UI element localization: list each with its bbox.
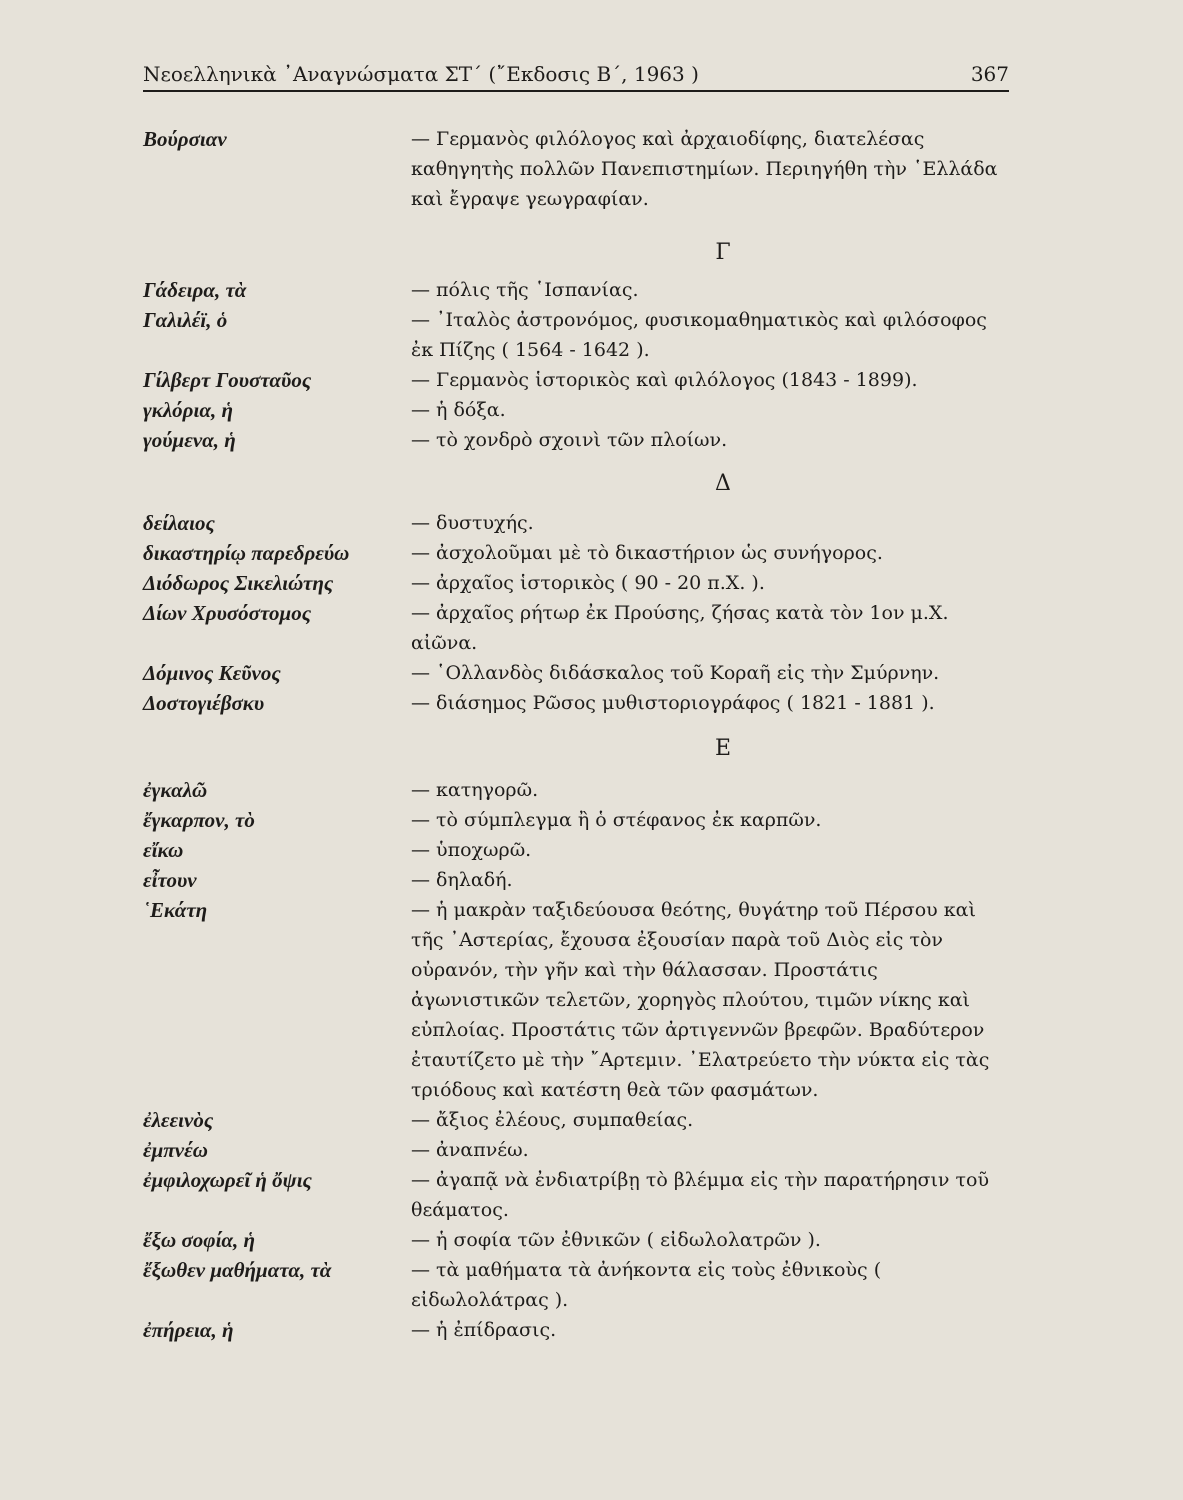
- entry-definition: — ἡ ἐπίδρασις.: [411, 1319, 557, 1341]
- page-header: [143, 52, 1009, 86]
- entry-term: γούμενα, ἡ: [143, 428, 236, 452]
- glossary-entry: [143, 568, 1023, 598]
- entry-definition: — ἀναπνέω.: [411, 1139, 529, 1161]
- entry-definition: — Γερμανὸς φιλόλογος καὶ ἀρχαιοδίφης, διατελέσας καθηγητὴς πολλῶν Πανεπιστημίων. Περιηγήθη τὴν ῾Ελλάδα καὶ ἔγραψε γεωγραφίαν.: [411, 128, 998, 210]
- section-letter: Δ: [715, 471, 731, 496]
- glossary-entry: [143, 538, 1023, 568]
- entry-term: ἔγκαρπον, τὸ: [143, 808, 255, 832]
- header-rule: [143, 90, 1009, 92]
- section-letter: Γ: [715, 240, 731, 265]
- page-number: 367: [970, 62, 1009, 86]
- glossary-entry: [143, 1255, 1023, 1315]
- section-letter: Ε: [714, 736, 732, 761]
- entry-term: δείλαιος: [143, 511, 215, 535]
- entry-definition: — δηλαδή.: [411, 869, 513, 891]
- entry-term: ῾Εκάτη: [143, 898, 208, 922]
- glossary-entry: [143, 895, 1023, 1105]
- entry-term: Δόμινος Κεῦνος: [143, 661, 281, 685]
- glossary-entry: [143, 508, 1023, 538]
- entry-definition: — ἀρχαῖος ἱστορικὸς ( 90 - 20 π.Χ. ).: [411, 572, 765, 594]
- glossary-entry: [143, 305, 1023, 365]
- entry-term: ἔξω σοφία, ἡ: [143, 1228, 256, 1252]
- entry-term: δικαστηρίῳ παρεδρεύω: [143, 541, 350, 565]
- entry-term: ἐλεεινὸς: [143, 1108, 214, 1132]
- glossary-body: [143, 124, 1023, 1345]
- entry-definition: — ἡ μακρὰν ταξιδεύουσα θεότης, θυγάτηρ τοῦ Πέρσου καὶ τῆς ᾿Αστερίας, ἔχουσα ἐξουσίαν παρὰ τοῦ Διὸς εἰς τὸν οὐρανόν, τὴν γῆν καὶ τὴν θάλασσαν. Προστάτις ἀγωνιστικῶν τελετῶν, χορηγὸς πλούτου, τιμῶν νίκης καὶ εὐπλοίας. Προστάτις τῶν ἀρτιγεννῶν βρεφῶν. Βραδύτερον ἐταυτίζετο μὲ τὴν ῎Αρτεμιν. ᾿Ελατρεύετο τὴν νύκτα εἰς τὰς τριόδους καὶ κατέστη θεὰ τῶν φασμάτων.: [411, 899, 990, 1101]
- glossary-entry: [143, 365, 1023, 395]
- entry-term: εἴκω: [143, 838, 184, 862]
- entry-term: εἶτουν: [143, 868, 197, 892]
- entry-term: ἐμπνέω: [143, 1138, 208, 1162]
- entry-definition: — ὑποχωρῶ.: [411, 839, 532, 861]
- entry-definition: — ῾Ολλανδὸς διδάσκαλος τοῦ Κοραῆ εἰς τὴν Σμύρνην.: [411, 662, 940, 684]
- glossary-entry: [143, 835, 1023, 865]
- glossary-entry: [143, 1165, 1023, 1225]
- entry-term: γκλόρια, ἡ: [143, 398, 233, 422]
- running-title: Νεοελληνικὰ ᾿Αναγνώσματα ΣΤ΄ (῎Εκδοσις Β΄, 1963 ): [143, 62, 699, 86]
- entry-definition: — ἀγαπᾷ νὰ ἐνδιατρίβῃ τὸ βλέμμα εἰς τὴν παρατήρησιν τοῦ θεάματος.: [411, 1169, 989, 1221]
- entry-definition: — ἀσχολοῦμαι μὲ τὸ δικαστήριον ὡς συνήγορος.: [411, 542, 883, 564]
- entry-term: Διόδωρος Σικελιώτης: [143, 571, 334, 595]
- entry-definition: — Γερμανὸς ἱστορικὸς καὶ φιλόλογος (1843 - 1899).: [411, 369, 918, 391]
- glossary-entry: [143, 1135, 1023, 1165]
- entry-definition: — ἀρχαῖος ρήτωρ ἐκ Προύσης, ζήσας κατὰ τὸν 1ον μ.Χ. αἰῶνα.: [411, 602, 949, 654]
- glossary-entry: [143, 598, 1023, 658]
- glossary-entry: [143, 275, 1023, 305]
- glossary-entry: [143, 395, 1023, 425]
- glossary-entry: [143, 775, 1023, 805]
- entry-term: Γαλιλέϊ, ὁ: [143, 308, 228, 332]
- glossary-entry: [143, 124, 1023, 214]
- entry-term: ἐπήρεια, ἡ: [143, 1318, 234, 1342]
- glossary-entry: [143, 1225, 1023, 1255]
- entry-definition: — ἡ σοφία τῶν ἐθνικῶν ( εἰδωλολατρῶν ).: [411, 1229, 821, 1251]
- entry-definition: — ἄξιος ἐλέους, συμπαθείας.: [411, 1109, 694, 1131]
- entry-term: ἐγκαλῶ: [143, 778, 208, 802]
- entry-definition: — ἡ δόξα.: [411, 399, 506, 421]
- glossary-entry: [143, 1105, 1023, 1135]
- entry-term: ἔξωθεν μαθήματα, τὰ: [143, 1258, 332, 1282]
- glossary-entry: [143, 865, 1023, 895]
- entry-definition: — πόλις τῆς ῾Ισπανίας.: [411, 279, 639, 301]
- entry-definition: — δυστυχής.: [411, 512, 534, 534]
- entry-term: Βούρσιαν: [143, 127, 227, 151]
- entry-term: Γάδειρα, τὰ: [143, 278, 247, 302]
- entry-term: Δοστογιέβσκυ: [143, 691, 265, 715]
- entry-definition: — ᾿Ιταλὸς ἀστρονόμος, φυσικομαθηματικὸς καὶ φιλόσοφος ἐκ Πίζης ( 1564 - 1642 ).: [411, 309, 987, 361]
- glossary-entry: [143, 658, 1023, 688]
- glossary-entry: [143, 425, 1023, 455]
- entry-definition: — τὸ χονδρὸ σχοινὶ τῶν πλοίων.: [411, 429, 728, 451]
- glossary-entry: [143, 805, 1023, 835]
- entry-term: Δίων Χρυσόστομος: [143, 601, 312, 625]
- entry-term: Γίλβερτ Γουσταῦος: [143, 368, 312, 392]
- entry-term: ἐμφιλοχωρεῖ ἡ ὄψις: [143, 1168, 312, 1192]
- entry-definition: — διάσημος Ρῶσος μυθιστοριογράφος ( 1821 - 1881 ).: [411, 692, 935, 714]
- glossary-entry: [143, 688, 1023, 718]
- entry-definition: — τὸ σύμπλεγμα ἢ ὁ στέφανος ἐκ καρπῶν.: [411, 809, 822, 831]
- entry-definition: — τὰ μαθήματα τὰ ἀνήκοντα εἰς τοὺς ἐθνικοὺς ( εἰδωλολάτρας ).: [411, 1259, 882, 1311]
- glossary-entry: [143, 1315, 1023, 1345]
- entry-definition: — κατηγορῶ.: [411, 779, 539, 801]
